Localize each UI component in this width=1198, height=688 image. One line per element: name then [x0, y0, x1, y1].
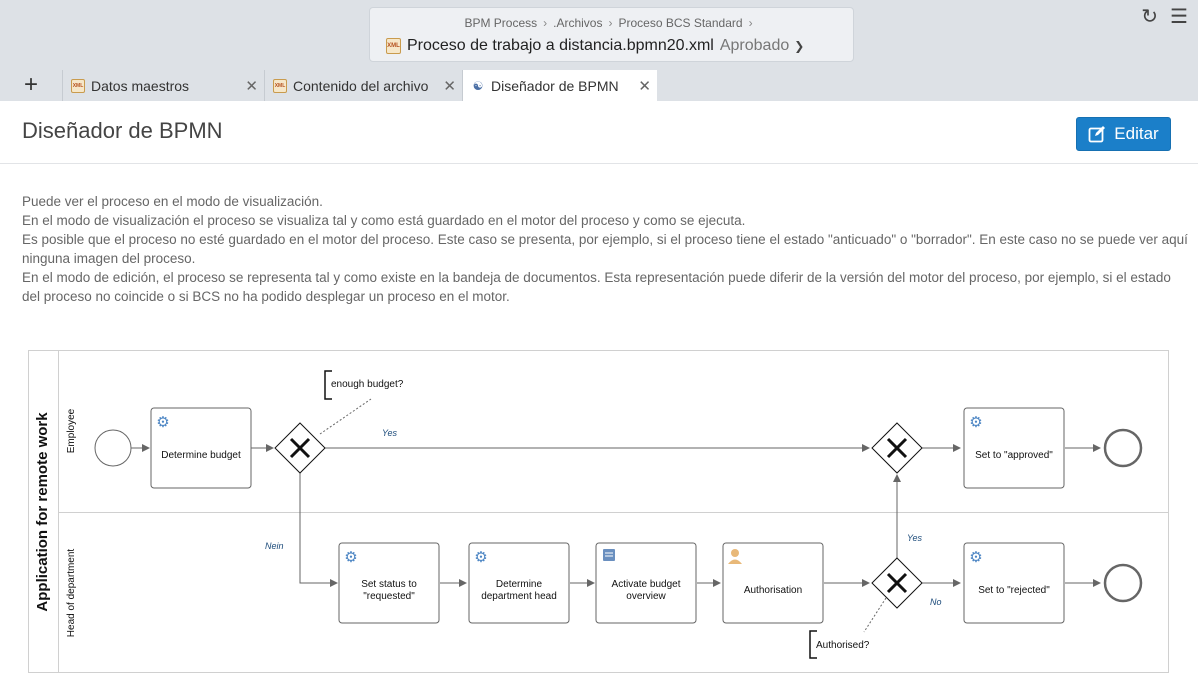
task-label: Determine — [495, 579, 543, 590]
header-divider — [0, 163, 1198, 164]
task-label: "requested" — [363, 591, 415, 602]
annotation-text: enough budget? — [331, 379, 404, 390]
task-label: Authorisation — [743, 585, 803, 596]
xml-file-icon: XML — [71, 79, 85, 93]
description-line: En el modo de visualización el proceso se visualiza tal y como está guardado en el motor del proceso y como se ejecuta. — [22, 213, 746, 228]
start-event[interactable] — [95, 430, 131, 466]
gear-icon: ⚙ — [156, 414, 170, 431]
pool — [29, 351, 1169, 673]
file-name: Proceso de trabajo a distancia.bpmn20.xml — [407, 37, 714, 54]
gear-icon: ⚙ — [969, 549, 983, 566]
hamburger-menu-icon[interactable]: ☰ — [1170, 6, 1188, 28]
task-label: Set to "rejected" — [978, 585, 1050, 596]
edit-label: Editar — [1114, 124, 1159, 143]
breadcrumb: BPM Process › .Archivos › Proceso BCS Standard › — [464, 16, 753, 30]
flow-label-yes: Yes — [907, 533, 923, 543]
page-title: Diseñador de BPMN — [22, 118, 223, 143]
tab-label: Diseñador de BPMN — [491, 77, 619, 94]
end-event-approved[interactable] — [1105, 430, 1141, 466]
bpmn-diagram-icon: ☯ — [472, 78, 484, 93]
task-set-approved[interactable] — [964, 408, 1064, 488]
task-label: Activate budget — [611, 579, 681, 590]
tab-label: Contenido del archivo — [293, 77, 429, 94]
top-bar — [0, 0, 1198, 70]
file-title-row[interactable] — [386, 37, 804, 55]
edit-button[interactable] — [1076, 117, 1171, 151]
chevron-down-icon[interactable]: ❯ — [794, 39, 805, 53]
flow-label-yes: Yes — [382, 428, 398, 438]
tab-strip — [0, 70, 1198, 101]
tab-label: Datos maestros — [91, 77, 190, 94]
task-label: Set to "approved" — [975, 450, 1053, 461]
lane-label-employee: Employee — [66, 408, 77, 454]
task-label: Determine budget — [161, 450, 241, 461]
lane-label-head: Head of department — [66, 548, 77, 638]
gear-icon: ⚙ — [474, 549, 488, 566]
end-event-rejected[interactable] — [1105, 565, 1141, 601]
task-set-status-requested[interactable] — [339, 543, 439, 623]
script-task-icon — [603, 549, 615, 561]
task-determine-department-head[interactable] — [469, 543, 569, 623]
tab-datos-maestros[interactable] — [62, 70, 264, 101]
flow-label-nein: Nein — [265, 541, 284, 551]
gear-icon: ⚙ — [344, 549, 358, 566]
close-icon[interactable]: ✕ — [245, 78, 258, 95]
task-label: overview — [626, 591, 666, 602]
add-tab-button[interactable]: + — [23, 71, 38, 98]
tab-contenido-archivo[interactable] — [264, 70, 462, 101]
breadcrumb-item[interactable]: .Archivos — [553, 16, 603, 30]
task-determine-budget[interactable] — [151, 408, 251, 488]
bpmn-diagram — [28, 350, 1170, 675]
tab-disenador-bpmn[interactable] — [462, 70, 657, 101]
refresh-icon[interactable]: ↻ — [1141, 6, 1159, 28]
file-status: Aprobado — [719, 37, 790, 54]
close-icon[interactable]: ✕ — [443, 78, 456, 95]
task-authorisation[interactable] — [723, 543, 823, 623]
edit-icon — [1088, 125, 1106, 143]
task-set-rejected[interactable] — [964, 543, 1064, 623]
xml-file-icon: XML — [273, 79, 287, 93]
pool-label: Application for remote work — [34, 412, 51, 612]
description-line: Puede ver el proceso en el modo de visualización. — [22, 194, 323, 209]
task-activate-budget-overview[interactable] — [596, 543, 696, 623]
flow-label-no: No — [930, 597, 942, 607]
description-line: En el modo de edición, el proceso se representa tal y como existe en la bandeja de documentos. Esta representación puede diferir de la versión del motor del proceso, por ejemplo, si el estado del proceso no coincide o si BCS no ha podido desplegar un proceso en el motor. — [22, 270, 1171, 304]
breadcrumb-item[interactable]: BPM Process — [464, 16, 538, 30]
breadcrumb-item[interactable]: Proceso BCS Standard — [618, 16, 743, 30]
task-label: department head — [481, 591, 557, 602]
description — [22, 192, 1192, 306]
task-label: Set status to — [361, 579, 417, 590]
gear-icon: ⚙ — [969, 414, 983, 431]
close-icon[interactable]: ✕ — [638, 78, 651, 95]
description-line: Es posible que el proceso no esté guardado en el motor del proceso. Este caso se presenta, por ejemplo, si el proceso tiene el estado "anticuado" o "borrador". En este caso no se puede ver aquí ninguna imagen del proceso. — [22, 232, 1188, 266]
annotation-text: Authorised? — [816, 640, 870, 651]
xml-file-icon: XML — [386, 38, 401, 54]
document-header-card — [369, 7, 854, 62]
